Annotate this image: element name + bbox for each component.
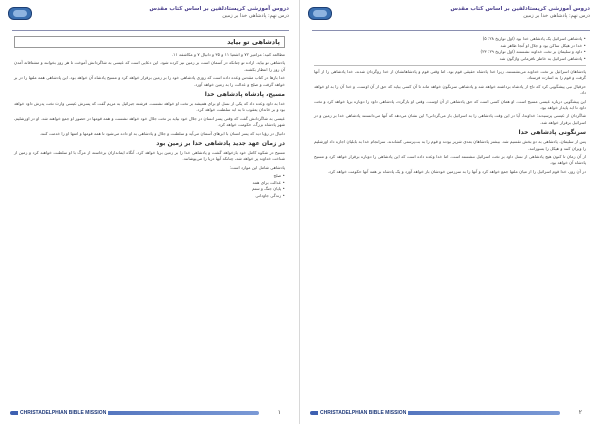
list-item: • پادشاهی اسرائیل به خاطر نافرمانی واژگون شد bbox=[499, 55, 586, 61]
page-footer bbox=[310, 408, 590, 418]
list-item-text: عدالت برای همه bbox=[252, 179, 282, 185]
header-title: دروس آموزشی کریستادلفین بر اساس کتاب مقدس bbox=[450, 6, 590, 12]
paragraph: پادشاهان اسرائیل بر تخت خداوند می‌نشستند، زیرا خدا پادشاه حقیقی قوم بود. اما وقتی قوم و پادشاهانشان از خدا روگردان شدند، خدا پادشاهی را از آنها گرفت و قوم را به اسارت فرستاد. bbox=[314, 68, 586, 81]
header-subtitle: درس نهم: پادشاهی خدا بر زمین bbox=[523, 13, 590, 19]
header-divider bbox=[12, 30, 289, 31]
paragraph: مسیح در شکوه کامل خود بازخواهد گشت و پادشاهی خدا را بر زمین برپا خواهد کرد. آنگاه ایمانداران برخاسته از مرگ با او سلطنت خواهند کرد و زمین از شناخت خداوند پر خواهد شد، چنانکه آبها دریا را می‌پوشانند. bbox=[14, 150, 285, 162]
list-item: • خدا در هیکل ساکن بود و جلال او آنجا ظاهر شد bbox=[500, 42, 586, 48]
header-title: دروس آموزشی کریستادلفین بر اساس کتاب مقدس bbox=[149, 6, 289, 12]
list-item: • داود و سلیمان بر تخت خداوند نشستند (اول تواریخ ۲۹: ۲۳) bbox=[480, 49, 586, 55]
page-header bbox=[12, 6, 289, 28]
page-content bbox=[314, 36, 586, 177]
list-item-text: زندگی جاودانی bbox=[255, 193, 282, 199]
list-item: • پادشاهی اسرائیل یک پادشاهی خدا بود (اول تواریخ ۲۸: ۵) bbox=[482, 36, 586, 41]
paragraph: مطالعه کنید: مزامیر ۷۲ و اشعیا ۱۱ و ۳۵ و دانیال ۷ و مکاشفه ۱۱. bbox=[171, 52, 285, 57]
paragraph: این پیشگویی درباره عیسی مسیح است. او همان کسی است که حق پادشاهی از آن اوست. وقتی او بازگردد، پادشاهی داود را دوباره برپا خواهد کرد و تخت داود تا ابد پایدار خواهد بود. bbox=[314, 98, 586, 110]
paragraph: از آن زمان تا کنون هیچ پادشاهی از نسل داود بر تخت اسرائیل ننشسته است. اما خدا وعده داده است که این پادشاهی را دوباره برقرار خواهد کرد و مسیح پادشاه آن خواهد بود. bbox=[314, 154, 586, 166]
paragraph: حزقیال نبی پیشگویی کرد که تاج از پادشاه برداشته خواهد شد و پادشاهی سرنگون خواهد ماند تا آن کسی بیاید که حق از آن اوست، و خدا آن را به او خواهد داد. bbox=[314, 83, 586, 96]
list-item-text: صلح bbox=[273, 173, 282, 179]
list-intro: پادشاهی شامل این موارد است: bbox=[229, 164, 285, 170]
list-item: • زندگی جاودانی bbox=[255, 193, 285, 199]
list-item-text: خدا در هیکل ساکن بود و جلال او آنجا ظاهر شد bbox=[500, 42, 583, 48]
section-heading: مسیح، پادشاه پادشاهی خدا bbox=[204, 91, 285, 99]
footer-brand: CHRISTADELPHIAN BIBLE MISSION bbox=[320, 410, 407, 416]
paragraph: دانیال در رؤیا دید که پسر انسان با ابرهای آسمان می‌آید و سلطنت و جلال و پادشاهی به او داده می‌شود تا همه قومها و امتها او را خدمت کنند. bbox=[39, 130, 285, 136]
page-number: ۲ bbox=[578, 409, 582, 416]
page-number: ۱ bbox=[277, 409, 281, 416]
document-page-right bbox=[300, 0, 600, 424]
list-item-text: پادشاهی اسرائیل به خاطر نافرمانی واژگون شد bbox=[499, 55, 583, 61]
section-heading: سرنگونی پادشاهی خدا bbox=[518, 129, 586, 137]
list-item-text: داود و سلیمان بر تخت خداوند نشستند (اول تواریخ ۲۹: ۲۳) bbox=[480, 49, 583, 55]
paragraph: عیسی به شاگردانش گفت که وقتی پسر انسان در جلال خود بیاید بر تخت جلال خود خواهد نشست و همه قومها در حضور او جمع خواهند شد. او در اورشلیم، شهر پادشاه بزرگ، حکومت خواهد کرد. bbox=[14, 115, 285, 128]
section-title: پادشاهی تو بیاید bbox=[14, 36, 285, 48]
footer-brand: CHRISTADELPHIAN BIBLE MISSION bbox=[20, 410, 107, 416]
section-heading: در زمان عهد جدید پادشاهی خدا بر زمین بود bbox=[156, 140, 285, 148]
page-content bbox=[14, 36, 285, 200]
list-item-text: پادشاهی اسرائیل یک پادشاهی خدا بود (اول تواریخ ۲۸: ۵) bbox=[482, 36, 583, 41]
list-item: • عدالت برای همه bbox=[252, 179, 285, 185]
paragraph: پادشاهی تو بیاید. اراده تو چنانکه در آسمان است بر زمین نیز کرده شود. این دعایی است که عیسی به شاگردانش آموخت تا هر روز بخوانند و مشتاقانه آمدن آن روز را انتظار بکشند. bbox=[14, 60, 285, 72]
paragraph: در آن روز، خدا قوم اسرائیل را از میان ملتها جمع خواهد کرد و آنها را به سرزمین خودشان باز خواهد آورد و یک پادشاه بر همه آنها حکومت خواهد کرد. bbox=[327, 168, 586, 174]
list-item: • پایان جنگ و ستم bbox=[252, 186, 285, 192]
header-subtitle: درس نهم: پادشاهی خدا بر زمین bbox=[222, 13, 289, 19]
page-footer bbox=[10, 408, 289, 418]
paragraph: خدا بارها در کتاب مقدس وعده داده است که روزی پادشاهی خود را بر زمین برقرار خواهد کرد و مسیح پادشاه آن خواهد بود. این پادشاهی همه ملتها را در بر خواهد گرفت و صلح و عدالت را به زمین خواهد آورد. bbox=[14, 75, 285, 87]
list-item: • صلح bbox=[273, 173, 285, 179]
divider bbox=[314, 65, 586, 66]
header-divider bbox=[312, 30, 590, 31]
list-item-text: پایان جنگ و ستم bbox=[252, 186, 282, 192]
paragraph: خدا به داود وعده داد که یکی از نسل او برای همیشه بر تخت او خواهد نشست. فرشته جبرائیل به مریم گفت که پسرش عیسی وارث تخت پدرش داود خواهد بود و بر خاندان یعقوب تا به ابد سلطنت خواهد کرد. bbox=[14, 101, 285, 113]
page-header bbox=[312, 6, 590, 28]
paragraph: پس از سلیمان، پادشاهی به دو بخش تقسیم شد. بیشتر پادشاهان بعدی شریر بودند و قوم را به بت‌پرستی کشاندند. سرانجام خدا به بابلیان اجازه داد اورشلیم را ویران کنند و هیکل را بسوزانند. bbox=[314, 139, 586, 151]
paragraph: شاگردان از عیسی پرسیدند: خداوندا، آیا در این وقت پادشاهی را به اسرائیل باز می‌گردانی؟ این نشان می‌دهد که آنها می‌دانستند پادشاهی خدا بر زمین و در اسرائیل برقرار خواهد شد. bbox=[314, 113, 586, 125]
